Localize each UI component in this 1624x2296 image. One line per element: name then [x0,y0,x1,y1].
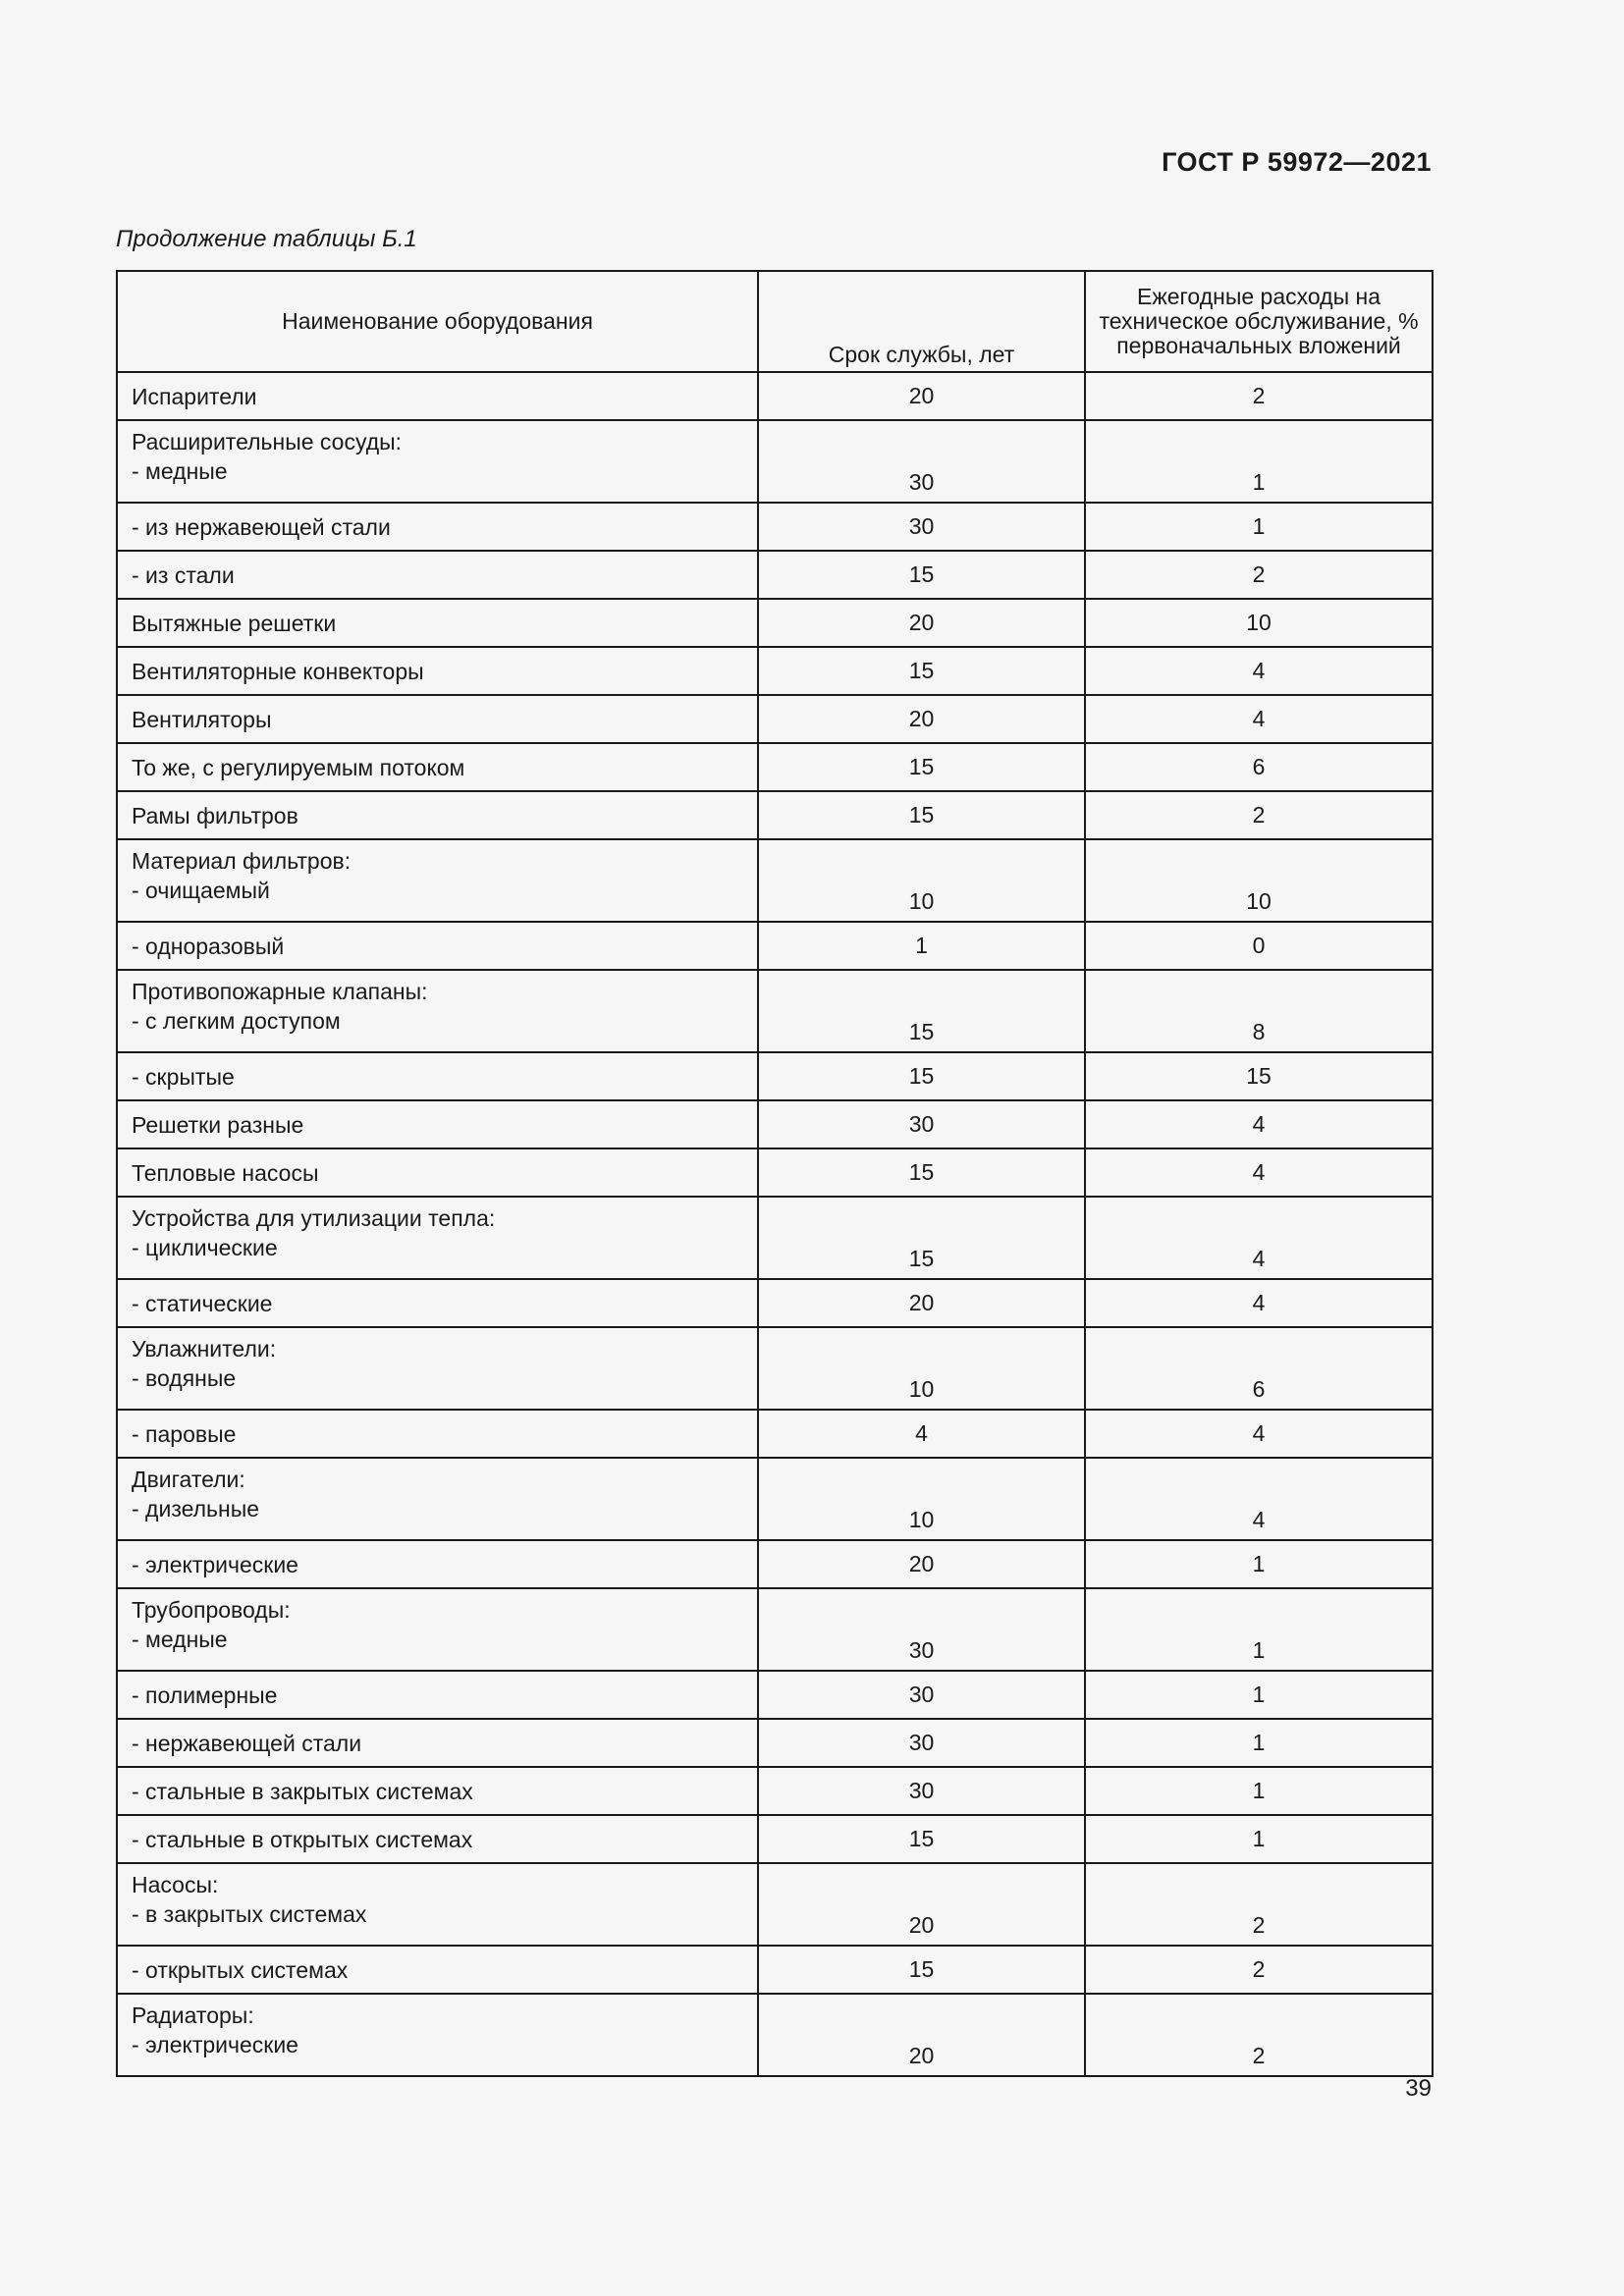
page-number: 39 [1405,2075,1432,2102]
table-row [117,1197,1433,1279]
equipment-name-cell [117,1197,758,1279]
table-caption: Продолжение таблицы Б.1 [116,226,417,252]
table-row [117,599,1433,647]
maintenance-cost-cell: 1 [1085,503,1433,551]
equipment-name-cell [117,1671,758,1719]
service-life-cell: 20 [758,599,1085,647]
equipment-name-cell [117,599,758,647]
equipment-group-label: Противопожарные клапаны: [132,979,428,1004]
equipment-group-label: Устройства для утилизации тепла: [132,1205,496,1231]
maintenance-cost-cell: 6 [1085,1327,1433,1410]
service-life-cell: 30 [758,1671,1085,1719]
service-life-cell: 30 [758,503,1085,551]
table-row [117,791,1433,839]
maintenance-cost-cell: 2 [1085,372,1433,420]
table-row [117,1719,1433,1767]
table-row [117,1994,1433,2076]
equipment-name: - в закрытых системах [132,1901,367,1927]
table-body [117,372,1433,2076]
service-life-cell: 30 [758,1719,1085,1767]
equipment-name: - нержавеющей стали [132,1730,362,1756]
equipment-name-cell [117,1279,758,1327]
maintenance-cost-cell: 1 [1085,1767,1433,1815]
table-row [117,1815,1433,1863]
maintenance-cost-cell: 2 [1085,1863,1433,1946]
service-life-cell: 10 [758,839,1085,922]
service-life-cell: 15 [758,743,1085,791]
equipment-name-cell [117,839,758,922]
equipment-name-cell [117,1815,758,1863]
equipment-name-cell [117,372,758,420]
table-row [117,1052,1433,1100]
maintenance-cost-cell: 8 [1085,970,1433,1052]
service-life-cell: 20 [758,1540,1085,1588]
equipment-name: - медные [132,1627,228,1652]
table-row [117,503,1433,551]
service-life-cell: 15 [758,791,1085,839]
service-life-cell: 15 [758,1815,1085,1863]
maintenance-cost-cell: 1 [1085,1540,1433,1588]
maintenance-cost-cell: 2 [1085,1994,1433,2076]
document-standard-id: ГОСТ Р 59972—2021 [1162,147,1432,177]
maintenance-cost-cell: 4 [1085,647,1433,695]
maintenance-cost-cell: 0 [1085,922,1433,970]
equipment-name-cell [117,1100,758,1148]
service-life-cell: 15 [758,647,1085,695]
maintenance-cost-cell: 15 [1085,1052,1433,1100]
equipment-name: Вентиляторные конвекторы [132,658,424,684]
maintenance-cost-cell: 10 [1085,839,1433,922]
equipment-name-cell [117,1540,758,1588]
table-row [117,1588,1433,1671]
table-row [117,1279,1433,1327]
equipment-name: Рамы фильтров [132,802,298,828]
equipment-name-cell [117,1327,758,1410]
equipment-name: - одноразовый [132,933,285,959]
equipment-group-label: Материал фильтров: [132,848,352,874]
table-row [117,1458,1433,1540]
service-life-cell: 15 [758,1197,1085,1279]
table-row [117,1327,1433,1410]
equipment-name: - циклические [132,1235,278,1260]
equipment-name-cell [117,1458,758,1540]
maintenance-cost-cell: 4 [1085,1148,1433,1197]
equipment-name: - из нержавеющей стали [132,513,391,540]
equipment-name-cell [117,743,758,791]
equipment-name: - электрические [132,1551,298,1577]
equipment-name: Тепловые насосы [132,1159,319,1186]
equipment-name-cell [117,1946,758,1994]
equipment-name: - стальные в открытых системах [132,1826,473,1852]
table-row [117,970,1433,1052]
equipment-name-cell [117,1052,758,1100]
equipment-group-label: Двигатели: [132,1467,245,1492]
equipment-name-cell [117,1410,758,1458]
equipment-name: - с легким доступом [132,1008,341,1034]
table-row [117,372,1433,420]
table-row [117,1946,1433,1994]
equipment-name: - из стали [132,561,235,588]
equipment-name-cell [117,1767,758,1815]
service-life-cell: 20 [758,1994,1085,2076]
table-row [117,1148,1433,1197]
equipment-name-cell [117,1994,758,2076]
service-life-cell: 30 [758,1588,1085,1671]
table-header [117,271,1433,372]
table-row [117,1671,1433,1719]
table-row [117,839,1433,922]
service-life-cell: 15 [758,1148,1085,1197]
table-row [117,551,1433,599]
maintenance-cost-cell: 10 [1085,599,1433,647]
table-row [117,1410,1433,1458]
maintenance-cost-cell: 6 [1085,743,1433,791]
maintenance-cost-cell: 1 [1085,1588,1433,1671]
maintenance-cost-cell: 4 [1085,1410,1433,1458]
equipment-name-cell [117,503,758,551]
equipment-name-cell [117,1719,758,1767]
equipment-name: - медные [132,458,228,484]
maintenance-cost-cell: 1 [1085,420,1433,503]
service-life-cell: 1 [758,922,1085,970]
equipment-group-label: Радиаторы: [132,2002,254,2028]
maintenance-cost-cell: 1 [1085,1815,1433,1863]
maintenance-cost-cell: 2 [1085,551,1433,599]
service-life-cell: 10 [758,1458,1085,1540]
equipment-name-cell [117,1148,758,1197]
maintenance-cost-cell: 1 [1085,1671,1433,1719]
maintenance-cost-cell: 4 [1085,695,1433,743]
equipment-name-cell [117,551,758,599]
table-row [117,1100,1433,1148]
service-life-cell: 30 [758,420,1085,503]
service-life-cell: 20 [758,695,1085,743]
equipment-group-label: Насосы: [132,1872,219,1897]
equipment-name-cell [117,922,758,970]
service-life-cell: 30 [758,1767,1085,1815]
table-row [117,420,1433,503]
service-life-cell: 15 [758,551,1085,599]
maintenance-cost-cell: 4 [1085,1197,1433,1279]
equipment-group-label: Трубопроводы: [132,1597,291,1623]
service-life-cell: 20 [758,1279,1085,1327]
service-life-cell: 10 [758,1327,1085,1410]
maintenance-cost-cell: 4 [1085,1279,1433,1327]
maintenance-cost-cell: 4 [1085,1458,1433,1540]
table-row [117,1540,1433,1588]
table-row [117,743,1433,791]
maintenance-cost-cell: 2 [1085,791,1433,839]
equipment-name-cell [117,1588,758,1671]
service-life-cell: 20 [758,372,1085,420]
equipment-name: - дизельные [132,1496,260,1522]
equipment-name-cell [117,695,758,743]
column-header-name: Наименование оборудования [117,271,758,372]
equipment-name: Вытяжные решетки [132,610,337,636]
equipment-name: - очищаемый [132,878,270,903]
equipment-name: - открытых системах [132,1956,349,1983]
service-life-cell: 15 [758,970,1085,1052]
maintenance-cost-cell: 4 [1085,1100,1433,1148]
equipment-name: - электрические [132,2032,298,2057]
maintenance-cost-cell: 1 [1085,1719,1433,1767]
equipment-name-cell [117,647,758,695]
table-row [117,922,1433,970]
equipment-name: - скрытые [132,1063,235,1090]
equipment-group-label: Увлажнители: [132,1336,277,1362]
equipment-name-cell [117,420,758,503]
column-header-service-life: Срок службы, лет [758,271,1085,372]
equipment-name-cell [117,970,758,1052]
service-life-cell: 15 [758,1946,1085,1994]
table-row [117,1863,1433,1946]
service-life-cell: 20 [758,1863,1085,1946]
equipment-name: - статические [132,1290,273,1316]
equipment-name: - водяные [132,1365,237,1391]
equipment-name: Вентиляторы [132,706,272,732]
equipment-name-cell [117,791,758,839]
equipment-group-label: Расширительные сосуды: [132,429,403,454]
equipment-name-cell [117,1863,758,1946]
equipment-name: Решетки разные [132,1111,304,1138]
equipment-name: - паровые [132,1420,237,1447]
column-header-maintenance-cost: Ежегодные расходы на техническое обслуживание, % первоначальных вложений [1085,271,1433,372]
table-row [117,1767,1433,1815]
equipment-table [116,270,1434,2077]
equipment-name: - стальные в закрытых системах [132,1778,473,1804]
table-row [117,647,1433,695]
service-life-cell: 4 [758,1410,1085,1458]
maintenance-cost-cell: 2 [1085,1946,1433,1994]
equipment-name: То же, с регулируемым потоком [132,754,465,780]
table-row [117,695,1433,743]
service-life-cell: 30 [758,1100,1085,1148]
equipment-name: Испарители [132,383,257,409]
service-life-cell: 15 [758,1052,1085,1100]
equipment-name: - полимерные [132,1682,278,1708]
